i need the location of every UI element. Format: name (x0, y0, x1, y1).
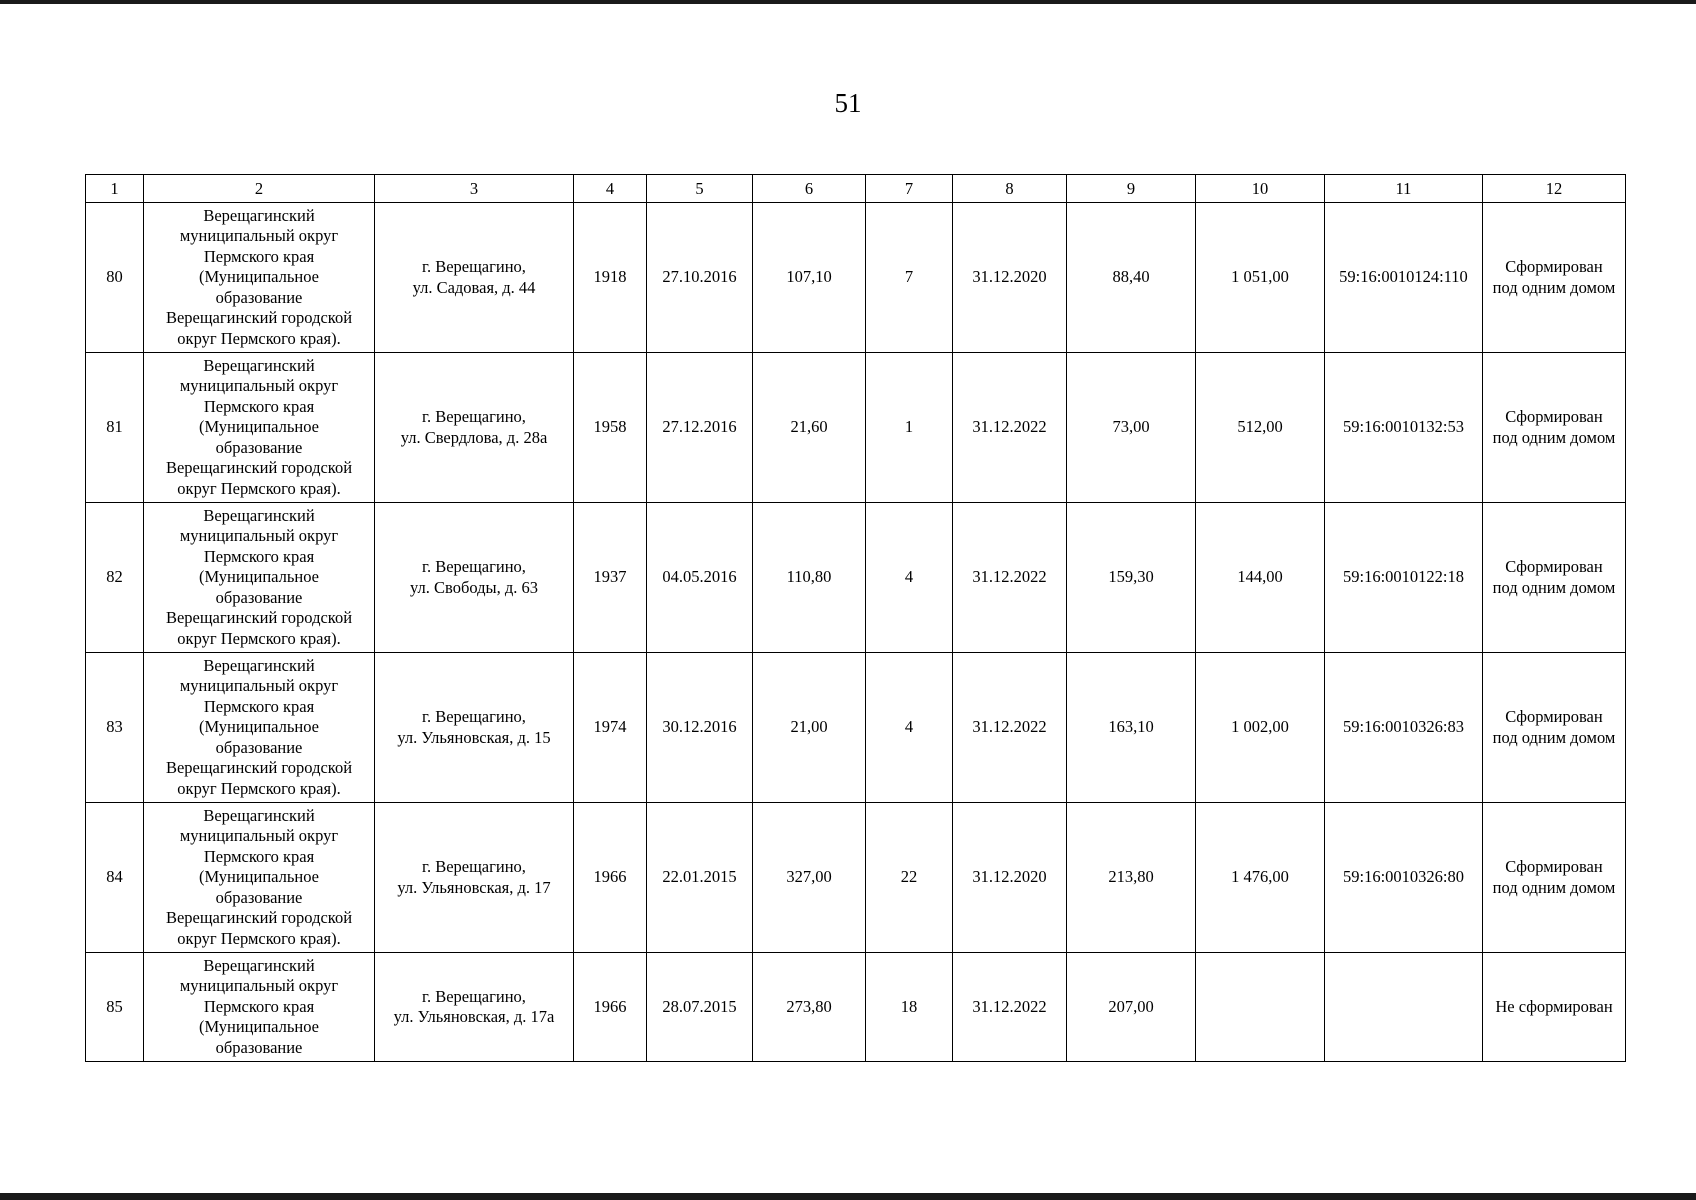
organization-line: Пермского края (203, 396, 315, 416)
housing-registry-table (85, 174, 1626, 1062)
row-number: 80 (86, 203, 144, 353)
organization-line: (Муниципальное (199, 567, 319, 587)
organization-line: (Муниципальное (199, 267, 319, 287)
organization-line: округ Пермского края). (177, 628, 341, 648)
organization-line: (Муниципальное (199, 717, 319, 737)
address-cell (375, 353, 574, 503)
organization-line: образование (215, 587, 303, 607)
status-cell (1483, 953, 1626, 1062)
address-line: г. Верещагино, (422, 407, 526, 426)
status-cell (1483, 203, 1626, 353)
table-row (86, 653, 1626, 803)
year-cell: 1966 (574, 803, 647, 953)
cadastral-number-cell: 59:16:0010326:83 (1325, 653, 1483, 803)
date-cell: 27.10.2016 (647, 203, 753, 353)
row-number: 83 (86, 653, 144, 803)
row-number: 84 (86, 803, 144, 953)
organization-cell (144, 503, 375, 653)
organization-line: муниципальный округ (179, 376, 339, 396)
address-cell (375, 803, 574, 953)
organization-line: муниципальный округ (179, 676, 339, 696)
value-cell: 144,00 (1196, 503, 1325, 653)
address-cell (375, 203, 574, 353)
organization-cell (144, 203, 375, 353)
column-header: 6 (753, 175, 866, 203)
address-cell (375, 503, 574, 653)
status-line: Сформирован (1505, 857, 1603, 876)
organization-line: округ Пермского края). (177, 328, 341, 348)
people-cell: 4 (866, 503, 953, 653)
table-row (86, 353, 1626, 503)
column-header: 7 (866, 175, 953, 203)
address-cell (375, 653, 574, 803)
column-header: 3 (375, 175, 574, 203)
address-line: г. Верещагино, (422, 857, 526, 876)
year-cell: 1937 (574, 503, 647, 653)
column-header: 1 (86, 175, 144, 203)
organization-line: Верещагинский городской (165, 758, 353, 778)
people-cell: 1 (866, 353, 953, 503)
people-cell: 18 (866, 953, 953, 1062)
organization-line: муниципальный округ (179, 226, 339, 246)
date-cell: 28.07.2015 (647, 953, 753, 1062)
status-line: Не сформирован (1495, 996, 1613, 1016)
organization-line: Верещагинский (203, 205, 315, 225)
organization-line: округ Пермского края). (177, 778, 341, 798)
organization-line: Пермского края (203, 696, 315, 716)
value-cell: 512,00 (1196, 353, 1325, 503)
value-cell: 73,00 (1067, 353, 1196, 503)
area-cell: 327,00 (753, 803, 866, 953)
row-number: 82 (86, 503, 144, 653)
organization-line: Верещагинский (203, 655, 315, 675)
date-cell: 31.12.2022 (953, 503, 1067, 653)
organization-line: Верещагинский городской (165, 308, 353, 328)
table-row (86, 503, 1626, 653)
status-line: под одним домом (1492, 277, 1616, 297)
organization-cell (144, 653, 375, 803)
column-header: 12 (1483, 175, 1626, 203)
organization-line: (Муниципальное (199, 417, 319, 437)
value-cell: 163,10 (1067, 653, 1196, 803)
date-cell: 27.12.2016 (647, 353, 753, 503)
organization-line: муниципальный округ (179, 976, 339, 996)
organization-line: Верещагинский (203, 955, 315, 975)
organization-line: муниципальный округ (179, 526, 339, 546)
organization-line: образование (215, 287, 303, 307)
cadastral-number-cell: 59:16:0010124:110 (1325, 203, 1483, 353)
year-cell: 1966 (574, 953, 647, 1062)
status-cell (1483, 503, 1626, 653)
address-line: ул. Свободы, д. 63 (410, 577, 538, 597)
people-cell: 4 (866, 653, 953, 803)
organization-line: (Муниципальное (199, 867, 319, 887)
organization-line: Пермского края (203, 846, 315, 866)
date-cell: 31.12.2022 (953, 953, 1067, 1062)
address-line: ул. Свердлова, д. 28а (400, 427, 548, 447)
value-cell: 213,80 (1067, 803, 1196, 953)
status-line: под одним домом (1492, 427, 1616, 447)
year-cell: 1974 (574, 653, 647, 803)
address-cell (375, 953, 574, 1062)
row-number: 81 (86, 353, 144, 503)
status-cell (1483, 653, 1626, 803)
status-line: Сформирован (1505, 557, 1603, 576)
organization-line: Верещагинский городской (165, 458, 353, 478)
organization-line: округ Пермского края). (177, 478, 341, 498)
table-row (86, 203, 1626, 353)
value-cell: 1 002,00 (1196, 653, 1325, 803)
column-header: 2 (144, 175, 375, 203)
row-number: 85 (86, 953, 144, 1062)
area-cell: 273,80 (753, 953, 866, 1062)
status-line: под одним домом (1492, 577, 1616, 597)
scan-edge-top (0, 0, 1696, 4)
organization-line: образование (215, 437, 303, 457)
page-number: 51 (834, 88, 862, 118)
organization-line: образование (215, 1037, 303, 1057)
organization-line: образование (215, 887, 303, 907)
column-header: 9 (1067, 175, 1196, 203)
cadastral-number-cell: 59:16:0010132:53 (1325, 353, 1483, 503)
date-cell: 22.01.2015 (647, 803, 753, 953)
status-line: под одним домом (1492, 877, 1616, 897)
value-cell: 207,00 (1067, 953, 1196, 1062)
year-cell: 1958 (574, 353, 647, 503)
organization-line: Верещагинский (203, 805, 315, 825)
area-cell: 21,60 (753, 353, 866, 503)
address-line: ул. Садовая, д. 44 (412, 277, 536, 297)
status-line: Сформирован (1505, 407, 1603, 426)
organization-line: муниципальный округ (179, 826, 339, 846)
year-cell: 1918 (574, 203, 647, 353)
people-cell: 7 (866, 203, 953, 353)
column-header: 8 (953, 175, 1067, 203)
status-cell (1483, 353, 1626, 503)
address-line: ул. Ульяновская, д. 15 (397, 727, 551, 747)
date-cell: 31.12.2020 (953, 803, 1067, 953)
value-cell (1196, 953, 1325, 1062)
organization-line: (Муниципальное (199, 1017, 319, 1037)
organization-line: Верещагинский (203, 355, 315, 375)
cadastral-number-cell: 59:16:0010326:80 (1325, 803, 1483, 953)
organization-cell (144, 953, 375, 1062)
organization-cell (144, 353, 375, 503)
status-line: под одним домом (1492, 727, 1616, 747)
table-row (86, 953, 1626, 1062)
organization-line: округ Пермского края). (177, 928, 341, 948)
organization-line: Пермского края (203, 996, 315, 1016)
organization-line: образование (215, 737, 303, 757)
date-cell: 30.12.2016 (647, 653, 753, 803)
people-cell: 22 (866, 803, 953, 953)
date-cell: 31.12.2020 (953, 203, 1067, 353)
value-cell: 159,30 (1067, 503, 1196, 653)
organization-line: Верещагинский (203, 505, 315, 525)
area-cell: 110,80 (753, 503, 866, 653)
address-line: г. Верещагино, (422, 557, 526, 576)
status-cell (1483, 803, 1626, 953)
address-line: ул. Ульяновская, д. 17а (393, 1007, 555, 1026)
address-line: г. Верещагино, (422, 707, 526, 726)
organization-line: Пермского края (203, 246, 315, 266)
column-header: 10 (1196, 175, 1325, 203)
status-line: Сформирован (1505, 707, 1603, 726)
organization-line: Верещагинский городской (165, 908, 353, 928)
cadastral-number-cell: 59:16:0010122:18 (1325, 503, 1483, 653)
date-cell: 04.05.2016 (647, 503, 753, 653)
value-cell: 1 476,00 (1196, 803, 1325, 953)
organization-line: Верещагинский городской (165, 608, 353, 628)
address-line: ул. Ульяновская, д. 17 (397, 877, 551, 897)
column-header: 11 (1325, 175, 1483, 203)
value-cell: 88,40 (1067, 203, 1196, 353)
column-header: 4 (574, 175, 647, 203)
column-header: 5 (647, 175, 753, 203)
date-cell: 31.12.2022 (953, 653, 1067, 803)
table-row (86, 803, 1626, 953)
scan-edge-bottom (0, 1193, 1696, 1200)
status-line: Сформирован (1505, 257, 1603, 276)
date-cell: 31.12.2022 (953, 353, 1067, 503)
value-cell: 1 051,00 (1196, 203, 1325, 353)
table-header-row (86, 175, 1626, 203)
area-cell: 21,00 (753, 653, 866, 803)
cadastral-number-cell (1325, 953, 1483, 1062)
organization-cell (144, 803, 375, 953)
address-line: г. Верещагино, (422, 986, 526, 1006)
area-cell: 107,10 (753, 203, 866, 353)
address-line: г. Верещагино, (422, 257, 526, 276)
organization-line: Пермского края (203, 546, 315, 566)
